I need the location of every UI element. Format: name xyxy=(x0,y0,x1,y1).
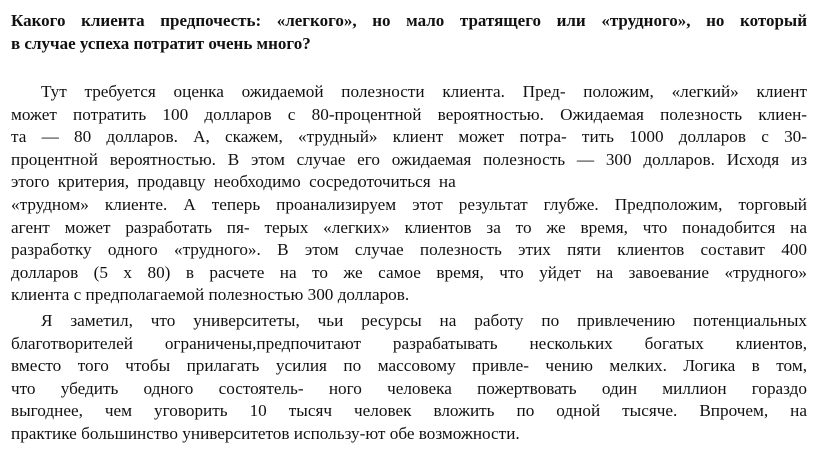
heading-line-2: в случае успеха потратит очень много? xyxy=(11,34,311,53)
paragraph-1-line-7: агент может разработать пя- терых «легких» клиентов за то же время, что понадобится на xyxy=(11,217,807,237)
paragraph-2-line-4: что убедить одного состоятель- ного человека пожертвовать один миллион гораздо xyxy=(11,378,807,398)
paragraph-2-line-2: благотворителей ограничены,предпочитают разрабатывать нескольких богатых клиентов, xyxy=(11,333,807,353)
paragraph-2-line-3: вместо того чтобы прилагать усилия по массовому привле- чению мелких. Логика в том, xyxy=(11,356,807,376)
heading-line-1: Какого клиента предпочесть: «легкого», но мало тратящего или «трудного», но который xyxy=(11,11,807,30)
paragraph-1-line-8: разработку одного «трудного». В этом случае полезность этих пяти клиентов составит 400 xyxy=(11,240,807,260)
paragraph-1-line-3: та — 80 долларов. А, скажем, «трудный» клиент может потра- тить 1000 долларов с 30- xyxy=(11,127,807,147)
question-heading xyxy=(11,9,807,55)
paragraph-1-line-5: этого критерия, продавцу необходимо сосредоточиться на xyxy=(11,172,456,192)
paragraph-1-line-4: процентной вероятностью. В этом случае его ожидаемая полезность — 300 долларов. Исходя из xyxy=(11,149,807,169)
paragraph-1-line-1: Тут требуется оценка ожидаемой полезности клиента. Пред- положим, «легкий» клиент xyxy=(41,82,807,101)
paragraph-2-line-6: практике большинство университетов использу-ют обе возможности. xyxy=(11,423,520,443)
paragraph-1-line-9: долларов (5 х 80) в расчете на то же самое время, что уйдет на завоевание «трудного» xyxy=(11,262,807,282)
paragraph-1-line-2: может потратить 100 долларов с 80-процентной вероятностью. Ожидаемая полезность клиен- xyxy=(11,104,807,124)
paragraph-2-line-1: Я заметил, что университеты, чьи ресурсы на работу по привлечению потенциальных xyxy=(41,311,807,330)
paragraph-expected-utility xyxy=(11,81,807,307)
paragraph-1-line-6: «трудном» клиенте. А теперь проанализируем этот результат глубже. Предположим, торговый xyxy=(11,194,807,214)
paragraph-universities xyxy=(11,310,807,446)
paragraph-2-line-5: выгоднее, чем уговорить 10 тысяч человек вложить по одной тысяче. Впрочем, на xyxy=(11,401,807,421)
paragraph-1-line-10: клиента с предполагаемой полезностью 300 долларов. xyxy=(11,285,410,305)
